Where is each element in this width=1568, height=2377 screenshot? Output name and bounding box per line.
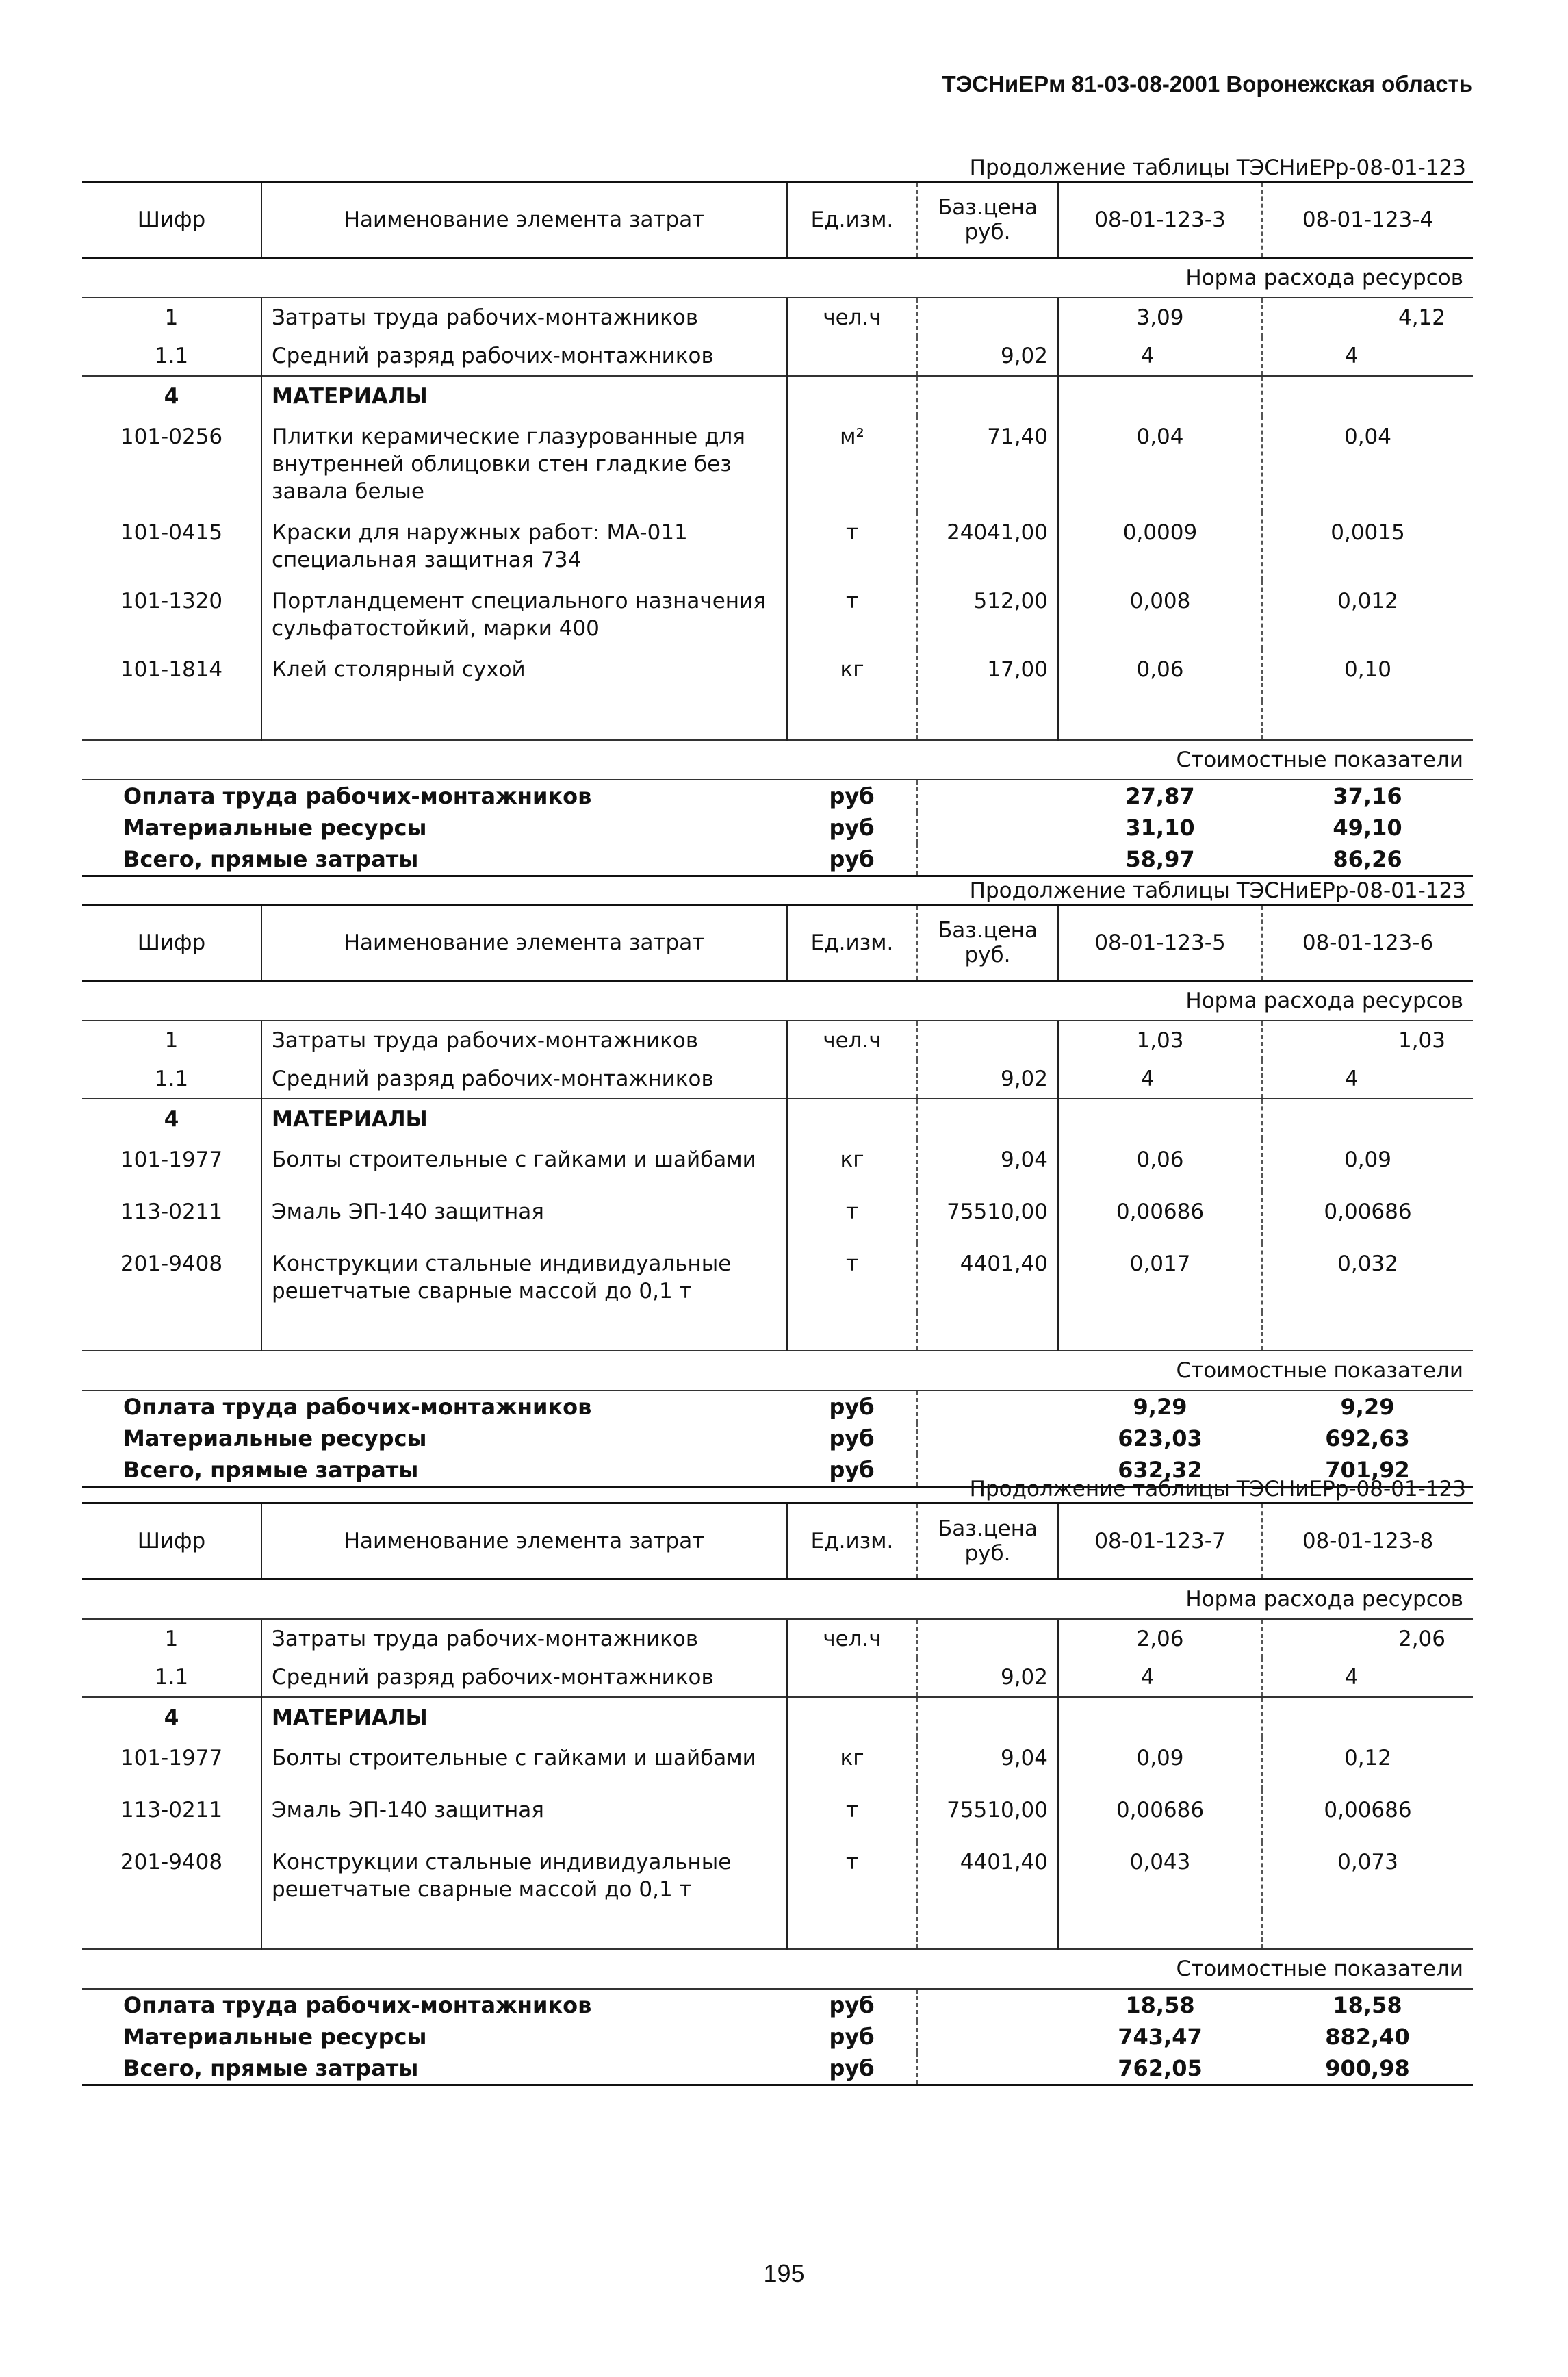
cost-row bbox=[82, 843, 1473, 876]
header-name: Наименование элемента затрат bbox=[261, 905, 787, 981]
header-name: Наименование элемента затрат bbox=[261, 1503, 787, 1579]
cost-unit: руб bbox=[787, 1454, 917, 1487]
row-unit: т bbox=[787, 1842, 917, 1910]
table-row bbox=[82, 1021, 1473, 1060]
row-code: 4 bbox=[82, 376, 261, 416]
row-unit bbox=[787, 1697, 917, 1738]
header-price-line2: руб. bbox=[964, 943, 1011, 967]
cost-row bbox=[82, 2052, 1473, 2085]
table-row bbox=[82, 512, 1473, 581]
row-code: 1 bbox=[82, 1021, 261, 1060]
row-unit: кг bbox=[787, 649, 917, 701]
cost-unit: руб bbox=[787, 1390, 917, 1423]
row-code: 101-0256 bbox=[82, 416, 261, 512]
row-unit: кг bbox=[787, 1738, 917, 1790]
table-row bbox=[82, 1191, 1473, 1243]
table-row bbox=[82, 1790, 1473, 1842]
row-unit: т bbox=[787, 1790, 917, 1842]
section-cost-indicators bbox=[82, 740, 1473, 780]
row-unit: чел.ч bbox=[787, 298, 917, 337]
row-price: 9,02 bbox=[917, 1060, 1058, 1099]
row-value-b: 0,032 bbox=[1337, 1251, 1398, 1276]
row-value-b: 2,06 bbox=[1398, 1627, 1445, 1651]
row-value-a: 0,06 bbox=[1058, 1139, 1262, 1191]
header-column-a: 08-01-123-5 bbox=[1058, 905, 1262, 981]
row-value-b bbox=[1262, 376, 1473, 416]
rate-table bbox=[82, 181, 1473, 877]
table-row bbox=[82, 1738, 1473, 1790]
header-column-a: 08-01-123-3 bbox=[1058, 182, 1262, 258]
materials-header-row bbox=[82, 1099, 1473, 1139]
rate-table bbox=[82, 1502, 1473, 2086]
row-value-a: 0,04 bbox=[1058, 416, 1262, 512]
header-name: Наименование элемента затрат bbox=[261, 182, 787, 258]
cost-value-b: 701,92 bbox=[1262, 1454, 1473, 1487]
cost-value-a: 31,10 bbox=[1125, 815, 1195, 841]
row-value-a: 1,03 bbox=[1058, 1021, 1262, 1060]
row-value-b: 0,12 bbox=[1344, 1746, 1392, 1770]
cost-value-a: 743,47 bbox=[1118, 2024, 1203, 2050]
row-value-b bbox=[1262, 1697, 1473, 1738]
cost-indicators-label: Стоимостные показатели bbox=[82, 740, 1473, 780]
row-value-a: 3,09 bbox=[1058, 298, 1262, 337]
row-price: 75510,00 bbox=[917, 1790, 1058, 1842]
cost-unit: руб bbox=[787, 2021, 917, 2052]
row-code: 101-1977 bbox=[82, 1139, 261, 1191]
header-column-b: 08-01-123-6 bbox=[1262, 905, 1473, 981]
cost-value-b: 9,29 bbox=[1340, 1394, 1395, 1420]
row-name: Эмаль ЭП-140 защитная bbox=[261, 1191, 787, 1243]
cost-value-b: 49,10 bbox=[1333, 815, 1402, 841]
materials-header-row bbox=[82, 1697, 1473, 1738]
table-row bbox=[82, 649, 1473, 701]
row-value-b: 4,12 bbox=[1398, 305, 1445, 330]
rate-table bbox=[82, 904, 1473, 1488]
row-name: Затраты труда рабочих-монтажников bbox=[261, 298, 787, 337]
row-name: Болты строительные с гайками и шайбами bbox=[261, 1139, 787, 1191]
row-unit: кг bbox=[787, 1139, 917, 1191]
row-name: МАТЕРИАЛЫ bbox=[261, 1099, 787, 1139]
cost-indicators-label: Стоимостные показатели bbox=[82, 1949, 1473, 1989]
cost-label: Всего, прямые затраты bbox=[82, 2052, 787, 2085]
row-price: 4401,40 bbox=[917, 1243, 1058, 1312]
row-name: Конструкции стальные индивидуальные решетчатые сварные массой до 0,1 т bbox=[261, 1243, 787, 1312]
row-value-a: 0,017 bbox=[1058, 1243, 1262, 1312]
row-unit bbox=[787, 1099, 917, 1139]
header-column-b: 08-01-123-8 bbox=[1262, 1503, 1473, 1579]
row-unit bbox=[787, 1658, 917, 1697]
table-row bbox=[82, 1060, 1473, 1099]
cost-unit: руб bbox=[787, 2052, 917, 2085]
header-code: Шифр bbox=[82, 182, 261, 258]
table-row bbox=[82, 337, 1473, 376]
row-code: 113-0211 bbox=[82, 1790, 261, 1842]
resource-norm-label: Норма расхода ресурсов bbox=[82, 258, 1473, 298]
resource-norm-label: Норма расхода ресурсов bbox=[82, 981, 1473, 1021]
row-price bbox=[917, 298, 1058, 337]
spacer-row bbox=[82, 701, 1473, 740]
table-row bbox=[82, 1619, 1473, 1658]
row-unit bbox=[787, 1060, 917, 1099]
table-header-row bbox=[82, 905, 1473, 981]
row-value-b: 0,10 bbox=[1344, 657, 1392, 682]
table-row bbox=[82, 1139, 1473, 1191]
cost-value-a: 27,87 bbox=[1125, 783, 1195, 809]
page-number: 195 bbox=[763, 2259, 805, 2287]
cost-value-b: 900,98 bbox=[1262, 2052, 1473, 2085]
row-value-a: 0,008 bbox=[1058, 581, 1262, 649]
cost-price bbox=[917, 2021, 1058, 2052]
row-name: Средний разряд рабочих-монтажников bbox=[261, 337, 787, 376]
row-name: Эмаль ЭП-140 защитная bbox=[261, 1790, 787, 1842]
row-name: Портландцемент специального назначения сульфатостойкий, марки 400 bbox=[261, 581, 787, 649]
row-value-a: 0,043 bbox=[1058, 1842, 1262, 1910]
row-name: Клей столярный сухой bbox=[261, 649, 787, 701]
table-row bbox=[82, 581, 1473, 649]
cost-unit: руб bbox=[787, 812, 917, 843]
cost-price bbox=[917, 843, 1058, 876]
row-value-b: 0,073 bbox=[1337, 1850, 1398, 1874]
row-code: 113-0211 bbox=[82, 1191, 261, 1243]
table-caption: Продолжение таблицы ТЭСНиЕРр-08-01-123 bbox=[969, 1477, 1466, 1501]
cost-price bbox=[917, 1423, 1058, 1454]
row-price: 75510,00 bbox=[917, 1191, 1058, 1243]
row-value-a bbox=[1058, 1697, 1262, 1738]
row-price bbox=[917, 1099, 1058, 1139]
row-price: 9,04 bbox=[917, 1738, 1058, 1790]
cost-value-a: 632,32 bbox=[1058, 1454, 1262, 1487]
section-cost-indicators bbox=[82, 1949, 1473, 1989]
header-code: Шифр bbox=[82, 1503, 261, 1579]
row-price: 17,00 bbox=[917, 649, 1058, 701]
row-name: Затраты труда рабочих-монтажников bbox=[261, 1021, 787, 1060]
table-header-row bbox=[82, 182, 1473, 258]
cost-value-a: 58,97 bbox=[1058, 843, 1262, 876]
cost-value-a: 18,58 bbox=[1125, 1992, 1195, 2018]
cost-value-a: 9,29 bbox=[1133, 1394, 1187, 1420]
cost-label: Материальные ресурсы bbox=[123, 1425, 427, 1451]
cost-value-a: 762,05 bbox=[1058, 2052, 1262, 2085]
header-price bbox=[917, 905, 1058, 981]
row-value-a: 2,06 bbox=[1058, 1619, 1262, 1658]
row-name: Средний разряд рабочих-монтажников bbox=[261, 1658, 787, 1697]
header-price-line1: Баз.цена bbox=[937, 918, 1038, 943]
cost-label: Всего, прямые затраты bbox=[82, 843, 787, 876]
row-name: МАТЕРИАЛЫ bbox=[261, 376, 787, 416]
row-unit bbox=[787, 376, 917, 416]
cost-label: Оплата труда рабочих-монтажников bbox=[123, 1394, 592, 1420]
row-code: 1.1 bbox=[82, 337, 261, 376]
cost-price bbox=[917, 2052, 1058, 2085]
cost-row bbox=[82, 812, 1473, 843]
row-value-b bbox=[1262, 1099, 1473, 1139]
row-value-b: 0,04 bbox=[1344, 424, 1392, 449]
header-unit: Ед.изм. bbox=[787, 182, 917, 258]
row-value-a bbox=[1058, 1099, 1262, 1139]
row-value-b: 0,012 bbox=[1337, 589, 1398, 613]
cost-price bbox=[917, 780, 1058, 812]
row-unit: т bbox=[787, 512, 917, 581]
cost-value-a: 623,03 bbox=[1118, 1425, 1203, 1451]
table-row bbox=[82, 416, 1473, 512]
cost-value-b: 692,63 bbox=[1325, 1425, 1410, 1451]
row-name: Средний разряд рабочих-монтажников bbox=[261, 1060, 787, 1099]
row-price: 9,02 bbox=[917, 1658, 1058, 1697]
row-code: 1.1 bbox=[82, 1060, 261, 1099]
cost-row bbox=[82, 2021, 1473, 2052]
cost-label: Оплата труда рабочих-монтажников bbox=[123, 783, 592, 809]
row-code: 201-9408 bbox=[82, 1842, 261, 1910]
row-name: Краски для наружных работ: МА-011 специальная защитная 734 bbox=[261, 512, 787, 581]
row-price bbox=[917, 1697, 1058, 1738]
cost-label: Материальные ресурсы bbox=[123, 815, 427, 841]
row-value-a bbox=[1058, 376, 1262, 416]
row-value-a: 0,00686 bbox=[1058, 1790, 1262, 1842]
section-resource-norm bbox=[82, 1579, 1473, 1620]
row-code: 1 bbox=[82, 1619, 261, 1658]
row-name: Плитки керамические глазурованные для внутренней облицовки стен гладкие без завала белые bbox=[261, 416, 787, 512]
row-value-a: 0,0009 bbox=[1058, 512, 1262, 581]
row-value-a: 0,00686 bbox=[1058, 1191, 1262, 1243]
row-unit: м² bbox=[787, 416, 917, 512]
materials-header-row bbox=[82, 376, 1473, 416]
row-name: МАТЕРИАЛЫ bbox=[261, 1697, 787, 1738]
header-price bbox=[917, 1503, 1058, 1579]
row-name: Конструкции стальные индивидуальные решетчатые сварные массой до 0,1 т bbox=[261, 1842, 787, 1910]
header-unit: Ед.изм. bbox=[787, 905, 917, 981]
row-price: 512,00 bbox=[917, 581, 1058, 649]
row-price bbox=[917, 376, 1058, 416]
header-code: Шифр bbox=[82, 905, 261, 981]
row-value-b: 0,0015 bbox=[1331, 520, 1405, 545]
row-price: 24041,00 bbox=[917, 512, 1058, 581]
row-unit: чел.ч bbox=[787, 1619, 917, 1658]
row-value-b: 4 bbox=[1345, 344, 1359, 368]
header-price-line2: руб. bbox=[964, 1541, 1011, 1566]
cost-row bbox=[82, 1423, 1473, 1454]
row-value-b: 0,00686 bbox=[1324, 1798, 1412, 1822]
row-price: 9,02 bbox=[917, 337, 1058, 376]
table-row bbox=[82, 1658, 1473, 1697]
header-price-line1: Баз.цена bbox=[937, 1516, 1038, 1541]
rate-table-block bbox=[82, 1476, 1473, 2086]
section-resource-norm bbox=[82, 258, 1473, 298]
page-header: ТЭСНиЕРм 81-03-08-2001 Воронежская область bbox=[942, 71, 1473, 97]
cost-value-b: 18,58 bbox=[1333, 1992, 1402, 2018]
table-row bbox=[82, 1243, 1473, 1312]
table-caption: Продолжение таблицы ТЭСНиЕРр-08-01-123 bbox=[969, 878, 1466, 903]
row-value-a: 4 bbox=[1058, 337, 1262, 376]
cost-label: Оплата труда рабочих-монтажников bbox=[123, 1992, 592, 2018]
row-price: 4401,40 bbox=[917, 1842, 1058, 1910]
row-code: 1.1 bbox=[82, 1658, 261, 1697]
table-header-row bbox=[82, 1503, 1473, 1579]
row-code: 101-1320 bbox=[82, 581, 261, 649]
cost-value-b: 37,16 bbox=[1333, 783, 1402, 809]
cost-row bbox=[82, 1989, 1473, 2021]
cost-value-b: 86,26 bbox=[1262, 843, 1473, 876]
spacer-row bbox=[82, 1312, 1473, 1351]
row-name: Болты строительные с гайками и шайбами bbox=[261, 1738, 787, 1790]
header-unit: Ед.изм. bbox=[787, 1503, 917, 1579]
header-column-a: 08-01-123-7 bbox=[1058, 1503, 1262, 1579]
row-value-b: 4 bbox=[1345, 1067, 1359, 1091]
cost-value-b: 882,40 bbox=[1325, 2024, 1410, 2050]
header-price bbox=[917, 182, 1058, 258]
row-code: 101-0415 bbox=[82, 512, 261, 581]
cost-row bbox=[82, 1390, 1473, 1423]
spacer-row bbox=[82, 1910, 1473, 1949]
cost-unit: руб bbox=[787, 780, 917, 812]
row-unit: т bbox=[787, 1191, 917, 1243]
cost-row bbox=[82, 780, 1473, 812]
row-value-b: 0,09 bbox=[1344, 1147, 1392, 1172]
cost-label: Материальные ресурсы bbox=[123, 2024, 427, 2050]
rate-table-block bbox=[82, 155, 1473, 877]
table-row bbox=[82, 298, 1473, 337]
header-column-b: 08-01-123-4 bbox=[1262, 182, 1473, 258]
rate-table-block bbox=[82, 878, 1473, 1488]
row-unit: т bbox=[787, 1243, 917, 1312]
table-row bbox=[82, 1842, 1473, 1910]
row-price: 9,04 bbox=[917, 1139, 1058, 1191]
table-caption: Продолжение таблицы ТЭСНиЕРр-08-01-123 bbox=[969, 155, 1466, 180]
row-name: Затраты труда рабочих-монтажников bbox=[261, 1619, 787, 1658]
row-price bbox=[917, 1021, 1058, 1060]
row-code: 201-9408 bbox=[82, 1243, 261, 1312]
row-value-b: 1,03 bbox=[1398, 1028, 1445, 1053]
resource-norm-label: Норма расхода ресурсов bbox=[82, 1579, 1473, 1620]
row-unit bbox=[787, 337, 917, 376]
cost-price bbox=[917, 1390, 1058, 1423]
row-code: 101-1814 bbox=[82, 649, 261, 701]
row-code: 101-1977 bbox=[82, 1738, 261, 1790]
cost-price bbox=[917, 812, 1058, 843]
row-code: 4 bbox=[82, 1099, 261, 1139]
row-code: 4 bbox=[82, 1697, 261, 1738]
row-price: 71,40 bbox=[917, 416, 1058, 512]
row-value-b: 4 bbox=[1345, 1665, 1359, 1690]
row-value-a: 0,09 bbox=[1058, 1738, 1262, 1790]
row-price bbox=[917, 1619, 1058, 1658]
cost-unit: руб bbox=[787, 1989, 917, 2021]
row-value-a: 4 bbox=[1058, 1658, 1262, 1697]
section-cost-indicators bbox=[82, 1351, 1473, 1390]
row-code: 1 bbox=[82, 298, 261, 337]
cost-price bbox=[917, 1989, 1058, 2021]
cost-unit: руб bbox=[787, 843, 917, 876]
row-unit: чел.ч bbox=[787, 1021, 917, 1060]
cost-unit: руб bbox=[787, 1423, 917, 1454]
header-price-line1: Баз.цена bbox=[937, 195, 1038, 220]
row-value-b: 0,00686 bbox=[1324, 1199, 1412, 1224]
cost-label: Всего, прямые затраты bbox=[82, 1454, 787, 1487]
cost-indicators-label: Стоимостные показатели bbox=[82, 1351, 1473, 1390]
row-value-a: 0,06 bbox=[1058, 649, 1262, 701]
row-value-a: 4 bbox=[1058, 1060, 1262, 1099]
header-price-line2: руб. bbox=[964, 220, 1011, 244]
row-unit: т bbox=[787, 581, 917, 649]
section-resource-norm bbox=[82, 981, 1473, 1021]
